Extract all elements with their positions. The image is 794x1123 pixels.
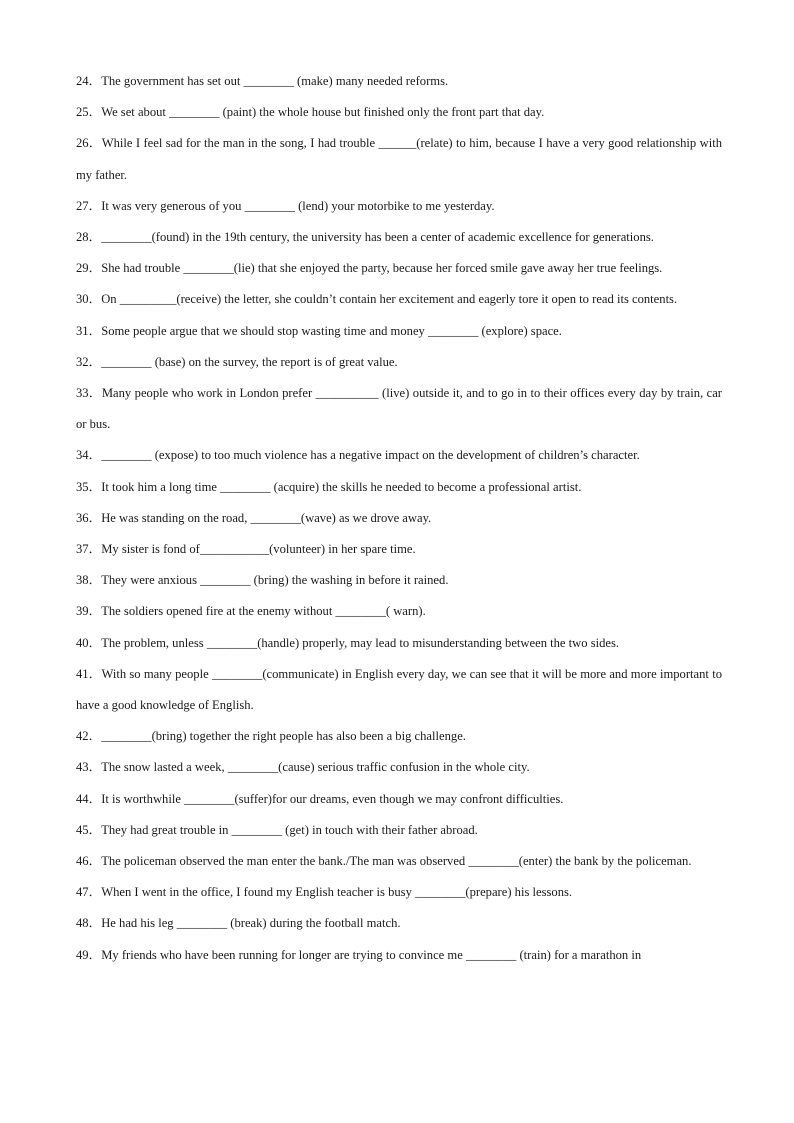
question-item: 46．The policeman observed the man enter the bank./The man was observed ________(enter) the bank by the policeman. xyxy=(76,854,692,869)
question-item: 40．The problem, unless ________(handle) properly, may lead to misunderstanding between the two sides. xyxy=(76,635,620,650)
question-item: 31．Some people argue that we should stop wasting time and money ________ (explore) space. xyxy=(76,323,562,338)
question-item: 41．With so many people ________(communicate) in English every day, we can see that it will be more and more important to have a good knowledge of English. xyxy=(76,666,722,713)
question-item: 39．The soldiers opened fire at the enemy without ________( warn). xyxy=(76,604,426,619)
question-list xyxy=(76,66,722,971)
question-item: 32．________ (base) on the survey, the report is of great value. xyxy=(76,354,398,369)
question-item: 36．He was standing on the road, ________(wave) as we drove away. xyxy=(76,510,432,525)
question-item: 25．We set about ________ (paint) the whole house but finished only the front part that day. xyxy=(76,105,545,120)
question-item: 29．She had trouble ________(lie) that she enjoyed the party, because her forced smile gave away her true feelings. xyxy=(76,261,663,276)
question-item: 34．________ (expose) to too much violence has a negative impact on the development of children’s character. xyxy=(76,448,640,463)
question-item: 35．It took him a long time ________ (acquire) the skills he needed to become a professional artist. xyxy=(76,479,582,494)
question-item: 33．Many people who work in London prefer __________ (live) outside it, and to go in to their offices every day by train, car or bus. xyxy=(76,386,722,432)
question-item: 24．The government has set out ________ (make) many needed reforms. xyxy=(76,74,449,88)
question-item: 37．My sister is fond of___________(volunteer) in her spare time. xyxy=(76,542,416,557)
question-item: 49．My friends who have been running for longer are trying to convince me ________ (train) for a marathon in xyxy=(76,947,642,962)
question-item: 44．It is worthwhile ________(suffer)for our dreams, even though we may confront difficulties. xyxy=(76,791,564,806)
question-item: 42．________(bring) together the right people has also been a big challenge. xyxy=(76,729,466,744)
question-item: 27．It was very generous of you ________ (lend) your motorbike to me yesterday. xyxy=(76,198,495,213)
question-item: 43．The snow lasted a week, ________(cause) serious traffic confusion in the whole city. xyxy=(76,760,530,775)
question-item: 26．While I feel sad for the man in the song, I had trouble ______(relate) to him, because I have a very good relationship with my father. xyxy=(76,136,722,182)
question-item: 48．He had his leg ________ (break) during the football match. xyxy=(76,916,401,931)
question-item: 28．________(found) in the 19th century, the university has been a center of academic excellence for generations. xyxy=(76,230,654,245)
question-item: 30．On _________(receive) the letter, she couldn’t contain her excitement and eagerly tore it open to read its contents. xyxy=(76,292,678,307)
question-item: 38．They were anxious ________ (bring) the washing in before it rained. xyxy=(76,573,449,588)
question-item: 47．When I went in the office, I found my English teacher is busy ________(prepare) his lessons. xyxy=(76,885,573,900)
question-item: 45．They had great trouble in ________ (get) in touch with their father abroad. xyxy=(76,822,478,837)
